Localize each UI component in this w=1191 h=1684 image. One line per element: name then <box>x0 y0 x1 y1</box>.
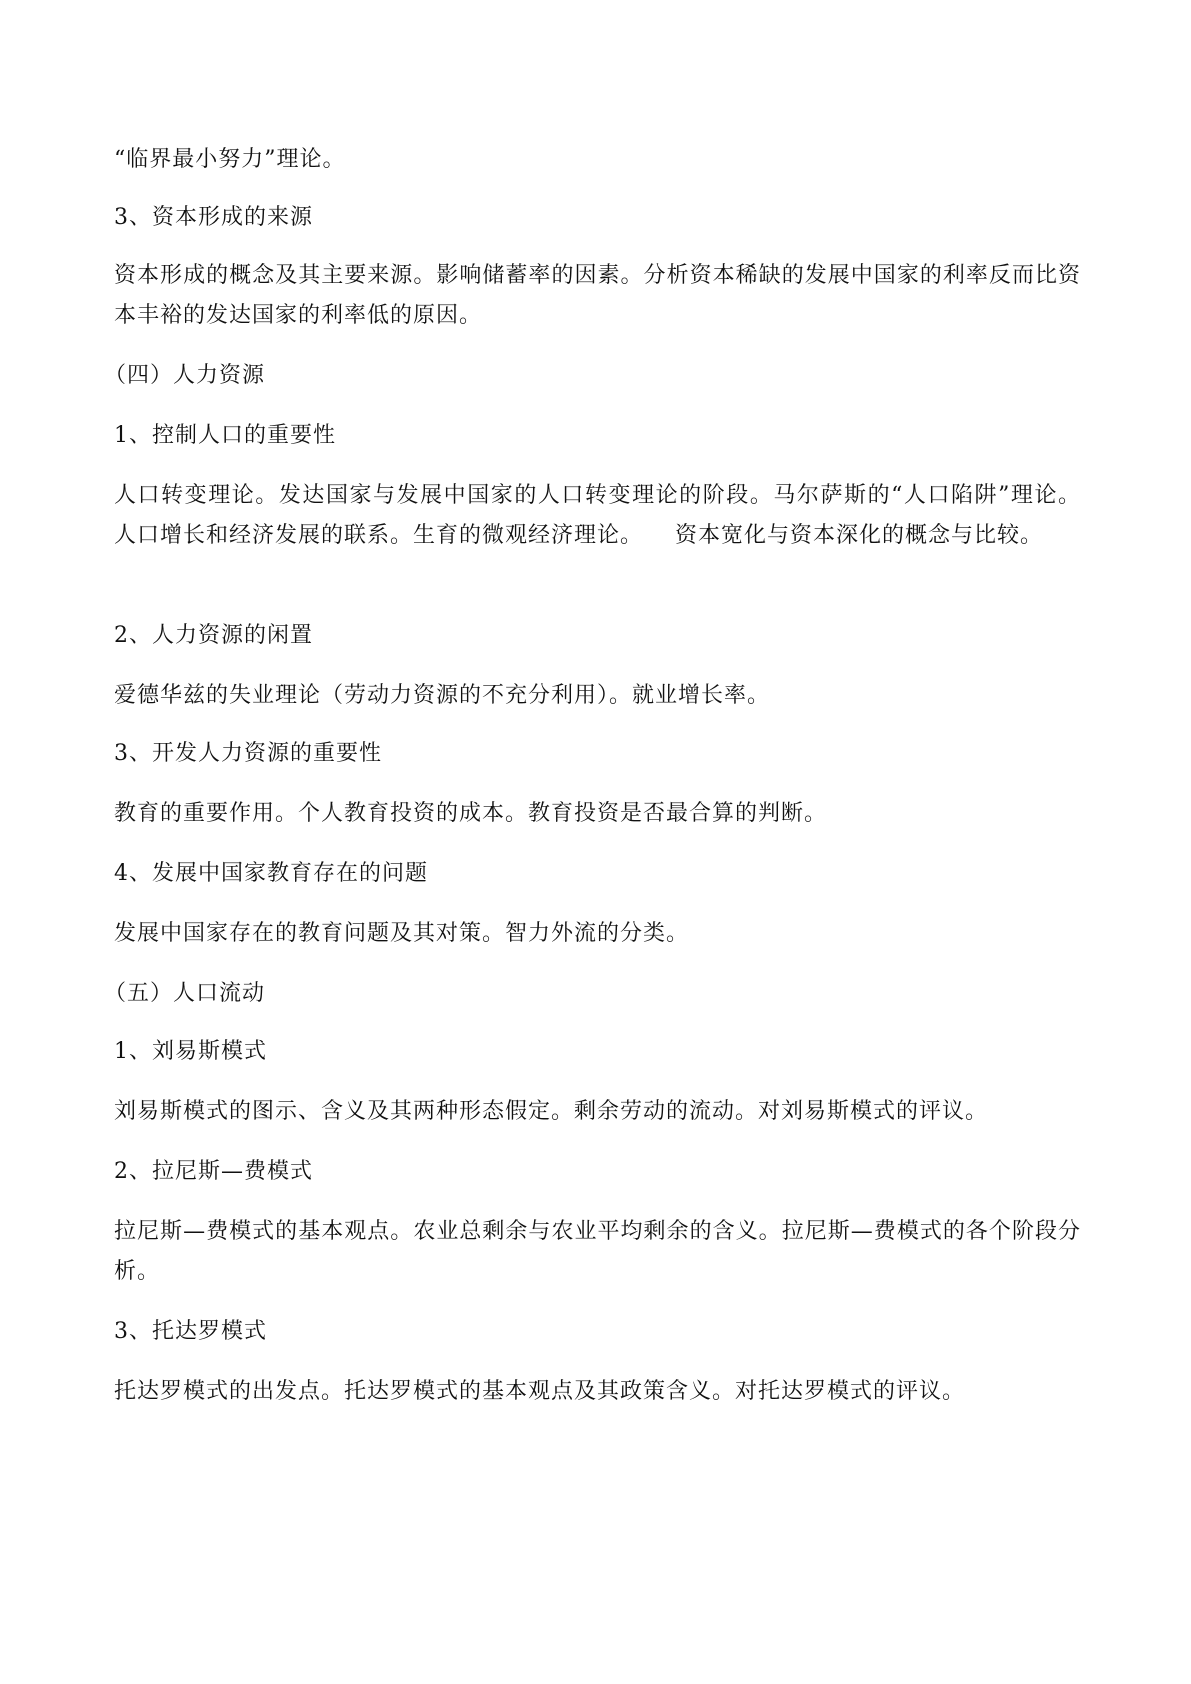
heading-idle-human-resources: 2、人力资源的闲置 <box>114 623 313 648</box>
section-heading-population-flow: （五）人口流动 <box>104 981 266 1006</box>
paragraph-critical-minimum-effort: “临界最小努力”理论。 <box>114 147 346 172</box>
heading-ranis-fei-model: 2、拉尼斯—费模式 <box>114 1159 313 1184</box>
paragraph-capital-formation: 资本形成的概念及其主要来源。影响储蓄率的因素。分析资本稀缺的发展中国家的利率反而比资本丰裕的发达国家的利率低的原因。 <box>114 263 1081 328</box>
heading-lewis-model: 1、刘易斯模式 <box>114 1039 267 1064</box>
paragraph-education-role: 教育的重要作用。个人教育投资的成本。教育投资是否最合算的判断。 <box>114 801 828 826</box>
paragraph-ranis-fei-model: 拉尼斯—费模式的基本观点。农业总剩余与农业平均剩余的含义。拉尼斯—费模式的各个阶段分析。 <box>114 1219 1081 1284</box>
paragraph-edwards-unemployment: 爱德华兹的失业理论（劳动力资源的不充分利用）。就业增长率。 <box>114 683 771 708</box>
paragraph-education-problems: 发展中国家存在的教育问题及其对策。智力外流的分类。 <box>114 921 690 946</box>
section-heading-human-resources: （四）人力资源 <box>104 363 266 388</box>
heading-human-resource-development: 3、开发人力资源的重要性 <box>114 741 382 766</box>
heading-todaro-model: 3、托达罗模式 <box>114 1319 267 1344</box>
paragraph-todaro-model: 托达罗模式的出发点。托达罗模式的基本观点及其政策含义。对托达罗模式的评议。 <box>114 1379 966 1404</box>
heading-population-control: 1、控制人口的重要性 <box>114 423 336 448</box>
heading-education-problems: 4、发展中国家教育存在的问题 <box>114 861 428 886</box>
paragraph-population-transition: 人口转变理论。发达国家与发展中国家的人口转变理论的阶段。马尔萨斯的“人口陷阱”理论。人口增长和经济发展的联系。生育的微观经济理论。 资本宽化与资本深化的概念与比较。 <box>114 483 1081 548</box>
heading-capital-formation-sources: 3、资本形成的来源 <box>114 205 313 230</box>
paragraph-lewis-model: 刘易斯模式的图示、含义及其两种形态假定。剩余劳动的流动。对刘易斯模式的评议。 <box>114 1099 989 1124</box>
